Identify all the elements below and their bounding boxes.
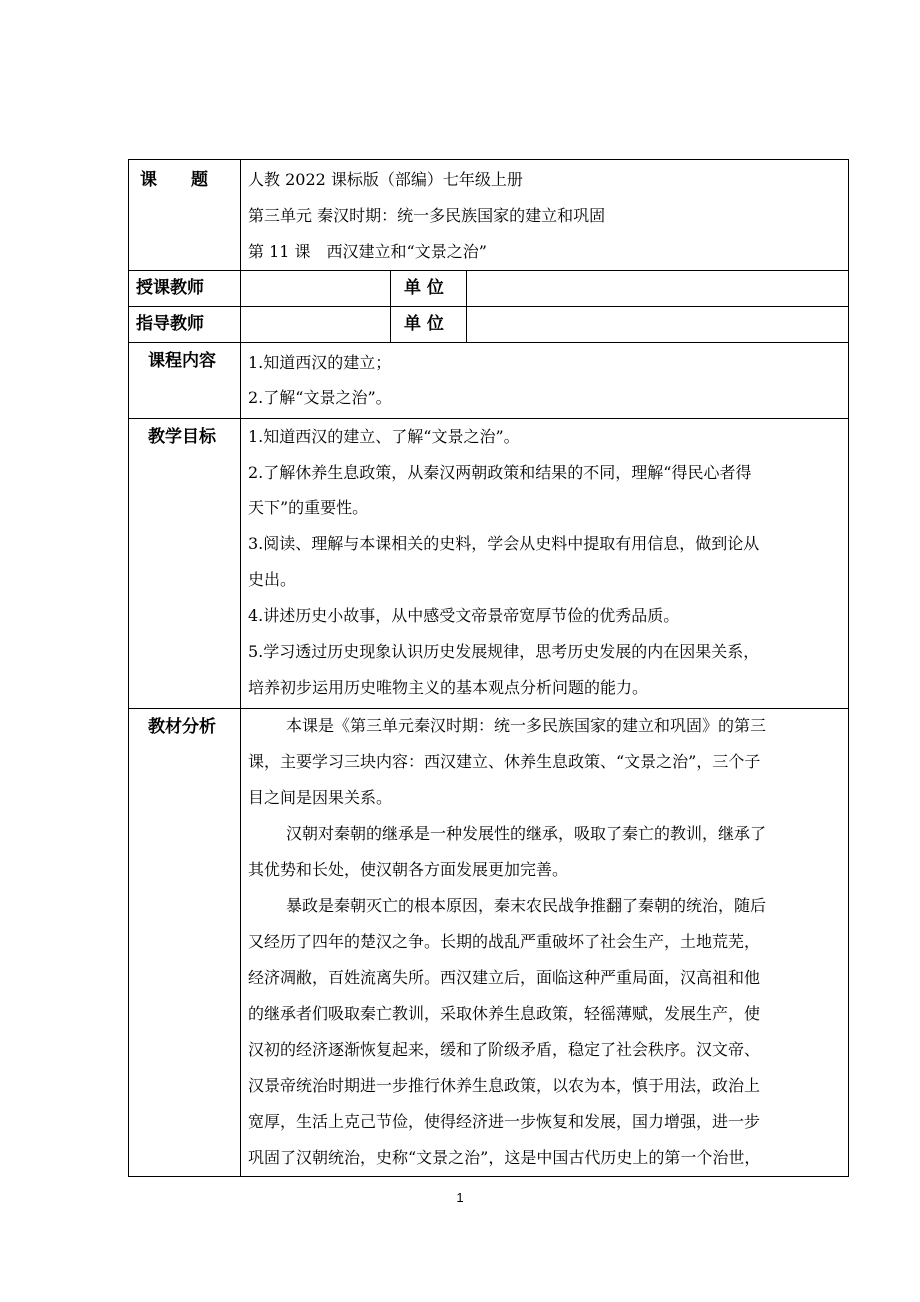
goal-line: 4.讲述历史小故事，从中感受文帝景帝宽厚节俭的优秀品质。 [248, 606, 680, 625]
analysis-line: 的继承者们吸取秦亡教训，采取休养生息政策，轻徭薄赋，发展生产，使 [248, 1004, 761, 1023]
unit-label: 单 位 [404, 314, 444, 334]
analysis-line: 本课是《第三单元秦汉时期：统一多民族国家的建立和巩固》的第三 [286, 716, 767, 735]
content-line-2: 2.了解“文景之治”。 [248, 388, 392, 407]
column-divider [390, 270, 391, 342]
goal-line: 5.学习透过历史现象认识历史发展规律，思考历史发展的内在因果关系， [248, 642, 760, 661]
mentor-label: 指导教师 [136, 314, 204, 334]
column-divider [240, 159, 241, 1177]
goal-line: 1.知道西汉的建立、了解“文景之治”。 [248, 427, 520, 446]
page-number: 1 [456, 1190, 464, 1205]
topic-line-3: 第 11 课 西汉建立和“文景之治” [248, 242, 487, 261]
analysis-line: 目之间是因果关系。 [248, 788, 393, 807]
analysis-label: 教材分析 [148, 717, 216, 737]
unit-label: 单 位 [404, 278, 444, 298]
analysis-line: 课，主要学习三块内容：西汉建立、休养生息政策、“文景之治”，三个子 [248, 752, 761, 771]
content-line-1: 1.知道西汉的建立； [248, 353, 392, 372]
row-divider [128, 342, 849, 343]
analysis-line: 暴政是秦朝灭亡的根本原因，秦末农民战争推翻了秦朝的统治，随后 [286, 896, 767, 915]
analysis-line: 其优势和长处，使汉朝各方面发展更加完善。 [248, 860, 569, 879]
analysis-line: 汉初的经济逐渐恢复起来，缓和了阶级矛盾，稳定了社会秩序。汉文帝、 [248, 1040, 761, 1059]
row-divider [128, 306, 849, 307]
goal-line: 培养初步运用历史唯物主义的基本观点分析问题的能力。 [248, 678, 649, 697]
topic-line-1: 人教 2022 课标版（部编）七年级上册 [248, 170, 523, 189]
analysis-line: 汉景帝统治时期进一步推行休养生息政策，以农为本，慎于用法，政治上 [248, 1076, 761, 1095]
analysis-line: 又经历了四年的楚汉之争。长期的战乱严重破坏了社会生产，土地荒芜， [248, 932, 761, 951]
teacher-label: 授课教师 [136, 278, 204, 298]
column-divider [466, 270, 467, 342]
goals-label: 教学目标 [148, 427, 216, 447]
goal-line: 史出。 [248, 570, 297, 589]
analysis-line: 宽厚，生活上克己节俭，使得经济进一步恢复和发展，国力增强，进一步 [248, 1112, 761, 1131]
content-label: 课程内容 [148, 351, 216, 371]
analysis-line: 经济凋敝，百姓流离失所。西汉建立后，面临这种严重局面，汉高祖和他 [248, 968, 761, 987]
goal-line: 3.阅读、理解与本课相关的史料，学会从史料中提取有用信息，做到论从 [248, 534, 760, 553]
goal-line: 天下”的重要性。 [248, 498, 369, 517]
goal-line: 2.了解休养生息政策，从秦汉两朝政策和结果的不同，理解“得民心者得 [248, 463, 752, 482]
row-divider [128, 270, 849, 271]
analysis-line: 巩固了汉朝统治，史称“文景之治”，这是中国古代历史上的第一个治世， [248, 1148, 761, 1167]
topic-line-2: 第三单元 秦汉时期：统一多民族国家的建立和巩固 [248, 206, 606, 225]
analysis-line: 汉朝对秦朝的继承是一种发展性的继承，吸取了秦亡的教训，继承了 [286, 824, 767, 843]
topic-label: 课 题 [140, 170, 208, 190]
